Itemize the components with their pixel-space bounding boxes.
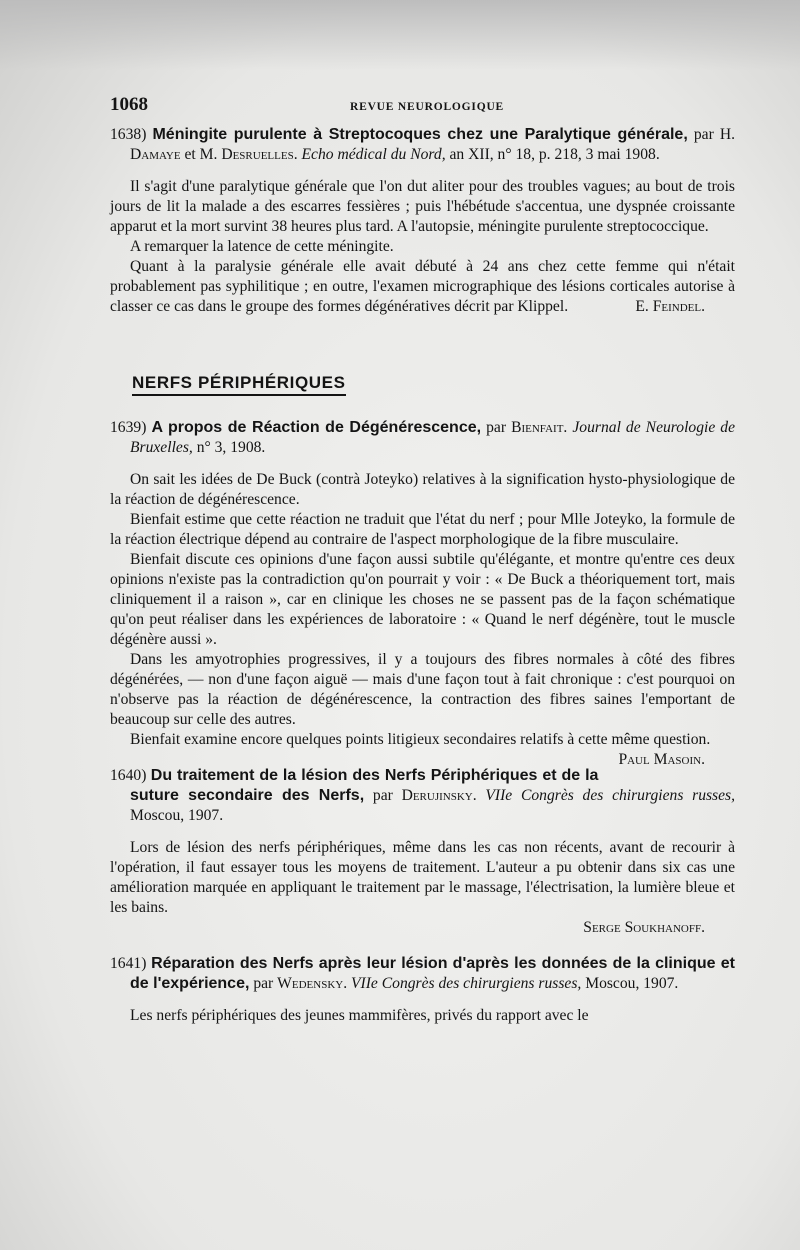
- signature: Serge Soukhanoff.: [583, 919, 705, 936]
- paragraph: Les nerfs périphériques des jeunes mammifères, privés du rapport avec le: [130, 1007, 589, 1024]
- entry-source: Echo médical du Nord,: [301, 146, 446, 163]
- paragraph-with-signature: [110, 257, 735, 317]
- entry-1638: [110, 125, 735, 317]
- entry-and: et M.: [184, 146, 218, 163]
- page-number: 1068: [110, 94, 148, 115]
- entry-title: Méningite purulente à Streptocoques chez une Paralytique générale,: [152, 126, 688, 143]
- entry-heading: [110, 125, 735, 165]
- entry-author: Desruelles.: [221, 146, 298, 163]
- section-heading: NERFS PÉRIPHÉRIQUES: [132, 373, 346, 396]
- entry-author: Bienfait.: [511, 419, 568, 436]
- paragraph: Lors de lésion des nerfs périphériques, même dans les cas non récents, avant de recourir à l'opération, il faut essayer tous les moyens de traitement. L'auteur a pu obtenir dans six cas une amélioration marquée en appliquant le traitement par le massage, l'électrisation, la lumière bleue et les bains.: [110, 839, 735, 916]
- paragraph-text: Quant à la paralysie générale elle avait débuté à 24 ans chez cette femme qui n'était probablement pas syphilitique ; en outre, l'examen micrographique des lésions corticales autorise à classer ce cas dans le groupe des formes dégénératives décrit par Klippel.: [110, 258, 735, 315]
- entry-heading: [110, 418, 735, 458]
- paragraph-text: Bienfait examine encore quelques points litigieux secondaires relatifs à cette même question.: [130, 731, 711, 748]
- scan-shadow: [0, 0, 800, 70]
- entry-number: 1641): [110, 955, 147, 972]
- entry-heading: [110, 766, 735, 826]
- paragraph: Dans les amyotrophies progressives, il y a toujours des fibres normales à côté des fibres dégénérées, — non d'une façon aiguë — mais d'une façon tout à fait chronique : c'est pourquoi on n'observe pas la réaction de dégénérescence, la contraction des fibres saines l'emportant de beaucoup sur celle des autres.: [110, 651, 735, 728]
- entry-title: Du traitement de la lésion des Nerfs Périphériques et de la suture secondaire des Nerfs,: [130, 767, 599, 804]
- entry-source: Journal de Neurologie de Bruxelles,: [130, 419, 736, 456]
- entry-by: par: [253, 975, 274, 992]
- entry-1639: [110, 418, 736, 768]
- paragraph: On sait les idées de De Buck (contrà Joteyko) relatives à la signification hysto-physiologique de la réaction de dégénérescence.: [110, 471, 735, 508]
- entry-title: Réparation des Nerfs après leur lésion d'après les données de la clinique et de l'expérience,: [130, 955, 735, 992]
- entry-by: par H.: [693, 126, 735, 143]
- entry-heading: [110, 954, 735, 994]
- entry-number: 1639): [110, 419, 147, 436]
- paragraph: Bienfait discute ces opinions d'une façon aussi subtile qu'élégante, et montre qu'entre ces deux opinions n'existe pas la contradiction qu'on pourrait y voir : « De Buck a théoriquement tort, mais cliniquement il a raison », car en clinique les choses ne se passent pas de la façon schématique qu'on peut réaliser dans les expériences de laboratoire : « Quand le nerf dégénère, tout le muscle dégénère aussi ».: [110, 551, 735, 648]
- running-head: [110, 95, 735, 119]
- entry-by: par: [486, 419, 507, 436]
- entry-source: VIIe Congrès des chirurgiens russes,: [351, 975, 582, 992]
- entry-number: 1638): [110, 126, 147, 143]
- entry-reference: Moscou, 1907.: [130, 807, 224, 824]
- entry-reference: an XII, n° 18, p. 218, 3 mai 1908.: [449, 146, 660, 163]
- paragraph-with-signature: [110, 730, 735, 768]
- entry-source: VIIe Congrès des chirurgiens russes,: [485, 787, 736, 804]
- signature: E. Feindel.: [635, 298, 705, 315]
- entry-by: par: [372, 787, 393, 804]
- entry-author: Derujinsky.: [401, 787, 477, 804]
- entry-title: A propos de Réaction de Dégénérescence,: [151, 419, 482, 436]
- paragraph: Bienfait estime que cette réaction ne traduit que l'état du nerf ; pour Mlle Joteyko, la formule de la réaction électrique dépend au contraire de l'aspect morphologique de la fibre musculaire.: [110, 511, 735, 548]
- paragraph: A remarquer la latence de cette méningite.: [130, 238, 394, 255]
- entry-1641: [110, 954, 735, 1026]
- entry-reference: n° 3, 1908.: [196, 439, 266, 456]
- entry-number: 1640): [110, 767, 147, 784]
- entry-author: Wedensky.: [277, 975, 348, 992]
- signature: Paul Masoin.: [618, 751, 705, 768]
- entry-reference: Moscou, 1907.: [585, 975, 679, 992]
- page-content: [110, 95, 735, 1042]
- entry-1640: [110, 766, 735, 938]
- paragraph: Il s'agit d'une paralytique générale que l'on dut aliter pour des troubles vagues; au bout de trois jours de lit la malade a des escarres fessières ; puis l'hébétude s'accentua, une dyspnée croissante apparut et la mort survint 38 heures plus tard. A l'autopsie, méningite purulente streptococcique.: [110, 178, 735, 235]
- entry-author: Damaye: [130, 146, 181, 163]
- journal-title: REVUE NEUROLOGIQUE: [350, 101, 505, 113]
